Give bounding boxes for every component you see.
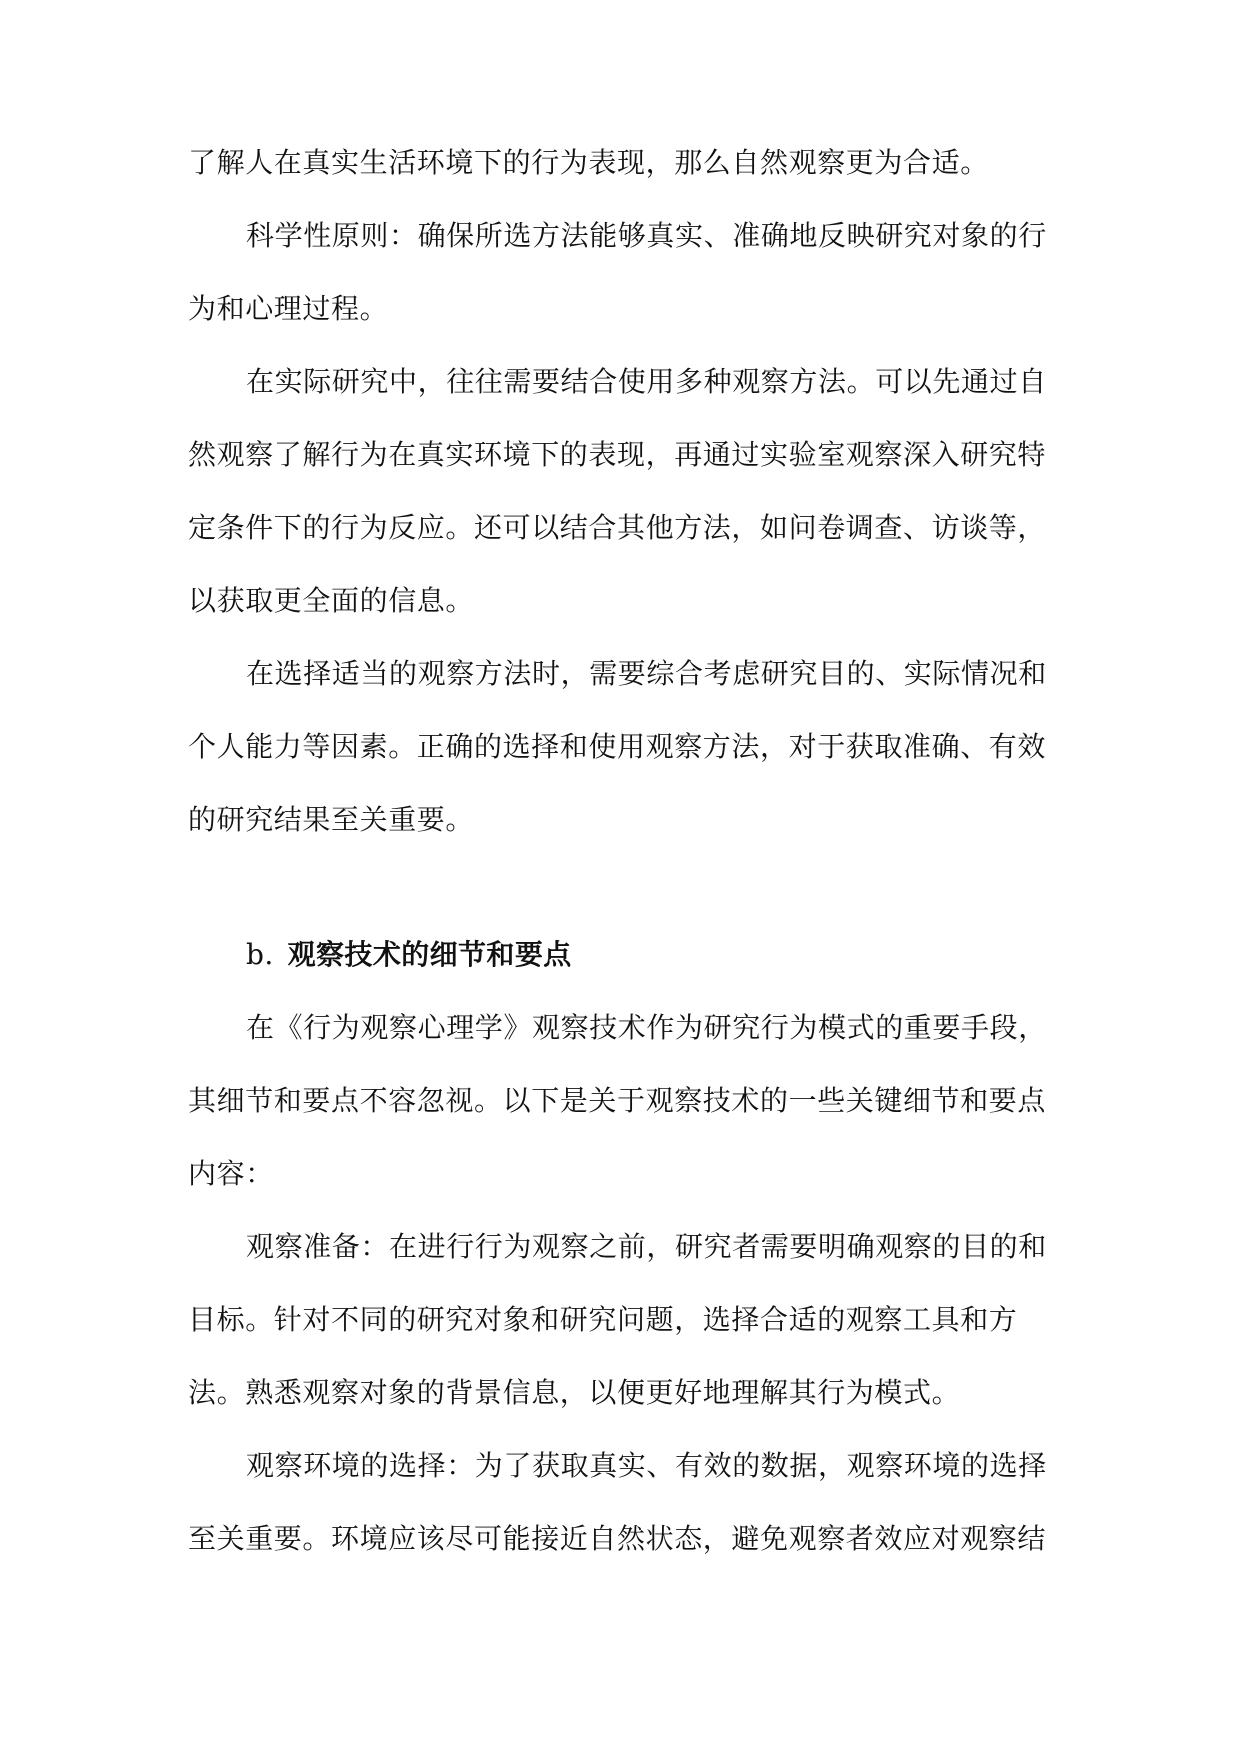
paragraph-scientific-principle: 科学性原则：确保所选方法能够真实、准确地反映研究对象的行为和心理过程。 <box>188 219 1047 325</box>
paragraph-intro: 在《行为观察心理学》观察技术作为研究行为模式的重要手段，其细节和要点不容忽视。以下是关于观察技术的一些关键细节和要点内容： <box>188 1011 1047 1190</box>
section-title: 观察技术的细节和要点 <box>287 938 572 971</box>
document-body <box>188 126 1058 1575</box>
paragraph-observation-environment: 观察环境的选择：为了获取真实、有效的数据，观察环境的选择至关重要。环境应该尽可能接近自然状态，避免观察者效应对观察结 <box>188 1449 1047 1555</box>
paragraph-method-selection: 在选择适当的观察方法时，需要综合考虑研究目的、实际情况和个人能力等因素。正确的选择和使用观察方法，对于获取准确、有效的研究结果至关重要。 <box>188 657 1047 836</box>
section-number: b. <box>246 938 274 971</box>
paragraph-combined-methods: 在实际研究中，往往需要结合使用多种观察方法。可以先通过自然观察了解行为在真实环境下的表现，再通过实验室观察深入研究特定条件下的行为反应。还可以结合其他方法，如问卷调查、访谈等，以获取更全面的信息。 <box>188 365 1047 617</box>
paragraph-continued: 了解人在真实生活环境下的行为表现，那么自然观察更为合适。 <box>188 146 989 179</box>
paragraph-observation-preparation: 观察准备：在进行行为观察之前，研究者需要明确观察的目的和目标。针对不同的研究对象和研究问题，选择合适的观察工具和方法。熟悉观察对象的背景信息，以便更好地理解其行为模式。 <box>188 1230 1047 1409</box>
section-heading <box>188 918 1058 991</box>
